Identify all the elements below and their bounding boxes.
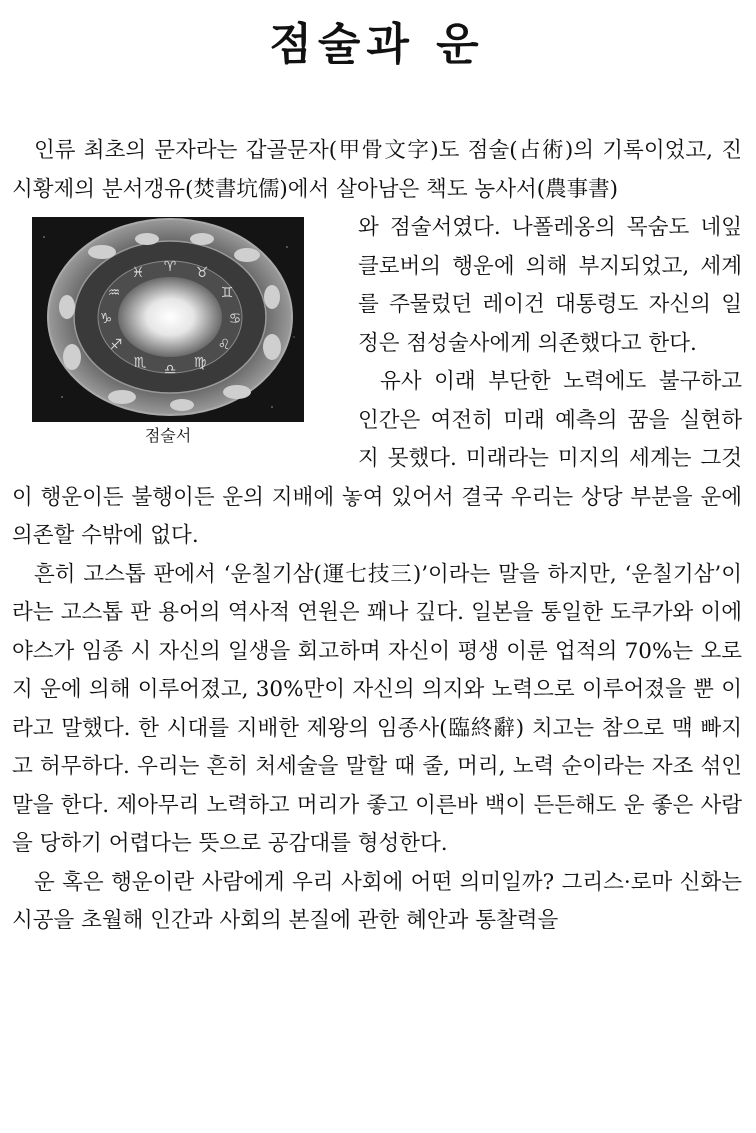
svg-text:♉: ♉ xyxy=(195,265,209,281)
paragraph-2: 유사 이래 부단한 노력에도 불구하고 인간은 여전히 미래 예측의 꿈을 실현하지 못했다. 미래라는 미지의 세계는 그것이 행운이든 불행이든 운의 지배에 놓여 있어서 결국 우리는 상당 부분을 운에 의존할 수밖에 없다. xyxy=(12,369,742,548)
svg-text:♓: ♓ xyxy=(131,265,145,281)
svg-text:♎: ♎ xyxy=(163,362,177,378)
svg-text:♊: ♊ xyxy=(220,285,234,301)
page-title: 점술과 운 xyxy=(269,19,485,70)
article-body xyxy=(12,132,742,941)
paragraph-4: 운 혹은 행운이란 사람에게 우리 사회에 어떤 의미일까? 그리스·로마 신화는 시공을 초월해 인간과 사회의 본질에 관한 혜안과 통찰력을 xyxy=(12,869,742,933)
figure-caption: 점술서 xyxy=(144,426,192,445)
svg-text:♈: ♈ xyxy=(163,259,177,275)
svg-text:♐: ♐ xyxy=(109,337,123,353)
svg-text:♋: ♋ xyxy=(228,311,242,327)
figure-zodiac xyxy=(32,217,336,448)
svg-text:♏: ♏ xyxy=(133,355,147,371)
paragraph-3: 흔히 고스톱 판에서 ‘운칠기삼(運七技三)’이라는 말을 하지만, ‘운칠기삼’이라는 고스톱 판 용어의 역사적 연원은 꽤나 깊다. 일본을 통일한 도쿠가와 이에야스가 임종 시 자신의 일생을 회고하며 자신이 평생 이룬 업적의 70%는 오로지 운에 의해 이루어졌고, 30%만이 자신의 의지와 노력으로 이루어졌을 뿐 이라고 말했다. 한 시대를 지배한 제왕의 임종사(臨終辭) 치고는 참으로 맥 빠지고 허무하다. 우리는 흔히 처세술을 말할 때 줄, 머리, 노력 순이라는 자조 섞인 말을 한다. 제아무리 노력하고 머리가 좋고 이른바 백이 든든해도 운 좋은 사람을 당하기 어렵다는 뜻으로 공감대를 형성한다. xyxy=(12,561,742,856)
svg-text:♒: ♒ xyxy=(107,285,121,301)
svg-text:♍: ♍ xyxy=(193,355,207,371)
svg-text:♌: ♌ xyxy=(217,337,231,353)
svg-text:♑: ♑ xyxy=(99,311,113,327)
paragraph-1-start: 인류 최초의 문자라는 갑골문자(甲骨文字)도 점술(占術)의 기록이었고, 진시황제의 분서갱유(焚書坑儒)에서 살아남은 책도 농사서(農事書) xyxy=(12,138,742,202)
zodiac-wheel-image xyxy=(32,217,304,422)
paragraph-1-rest: 와 점술서였다. 나폴레옹의 목숨도 네잎클로버의 행운에 의해 부지되었고, 세계를 주물렀던 레이건 대통령도 자신의 일정은 점성술사에게 의존했다고 한다. xyxy=(358,215,742,356)
